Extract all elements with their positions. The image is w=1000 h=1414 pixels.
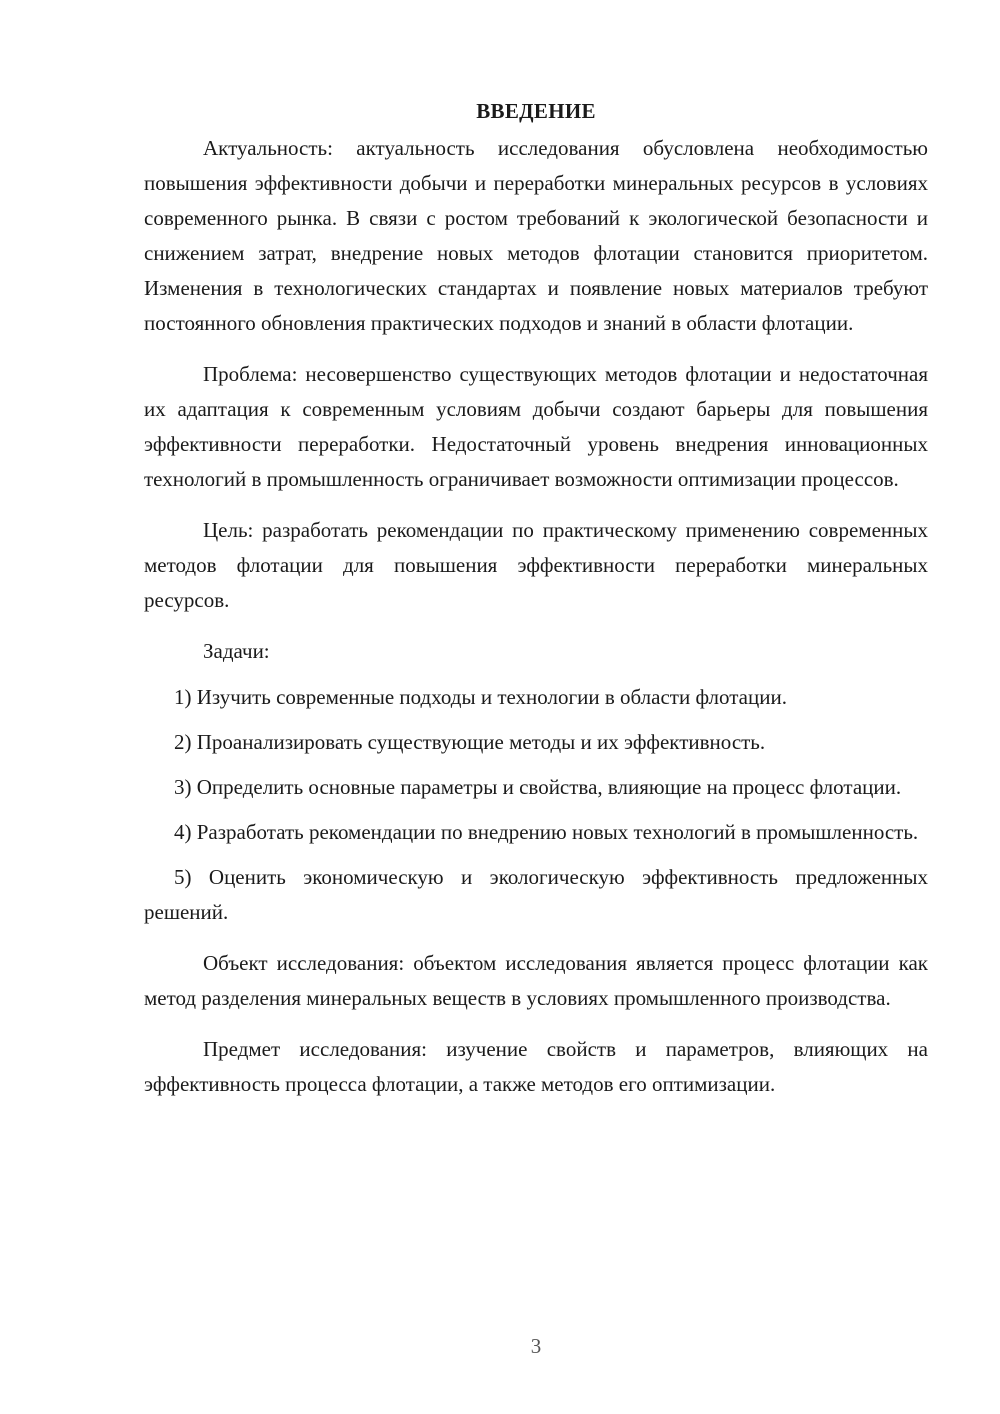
task-item-1: 1) Изучить современные подходы и технологии в области флотации.: [174, 685, 787, 709]
paragraph-goal: Цель: разработать рекомендации по практическому применению современных методов флотации для повышения эффективности переработки минеральных ресурсов.: [144, 518, 928, 612]
task-item-3: 3) Определить основные параметры и свойства, влияющие на процесс флотации.: [174, 775, 902, 799]
task-item-2: 2) Проанализировать существующие методы и их эффективность.: [174, 730, 766, 754]
paragraph-object: Объект исследования: объектом исследования является процесс флотации как метод разделения минеральных веществ в условиях промышленного производства.: [144, 951, 928, 1010]
task-item-5: 5) Оценить экономическую и экологическую эффективность предложенных решений.: [144, 865, 928, 924]
page-content: [144, 94, 928, 1102]
tasks-label: Задачи:: [203, 639, 270, 663]
paragraph-subject: Предмет исследования: изучение свойств и параметров, влияющих на эффективность процесса флотации, а также методов его оптимизации.: [144, 1037, 928, 1096]
task-item-4: 4) Разработать рекомендации по внедрению новых технологий в промышленность.: [174, 820, 919, 844]
section-title: ВВЕДЕНИЕ: [476, 99, 596, 123]
paragraph-relevance: Актуальность: актуальность исследования обусловлена необходимостью повышения эффективности добычи и переработки минеральных ресурсов в условиях современного рынка. В связи с ростом требований к экологической безопасности и снижением затрат, внедрение новых методов флотации становится приоритетом. Изменения в технологических стандартах и появление новых материалов требуют постоянного обновления практических подходов и знаний в области флотации.: [144, 136, 928, 335]
page-number: 3: [530, 1334, 542, 1358]
tasks-list: [144, 680, 928, 930]
paragraph-problem: Проблема: несовершенство существующих методов флотации и недостаточная их адаптация к современным условиям добычи создают барьеры для повышения эффективности переработки. Недостаточный уровень внедрения инновационных технологий в промышленность ограничивает возможности оптимизации процессов.: [144, 362, 928, 491]
